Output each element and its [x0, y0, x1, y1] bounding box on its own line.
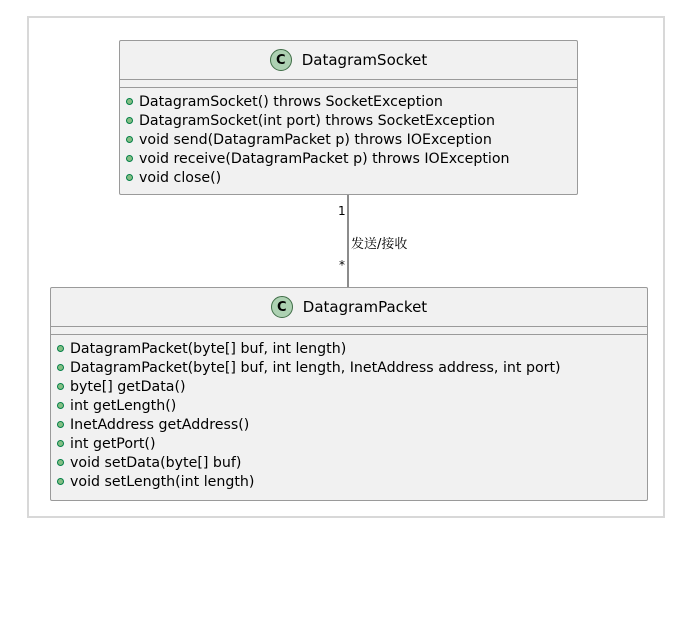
method-list — [51, 335, 647, 495]
method-item: DatagramSocket() throws SocketException — [126, 92, 577, 111]
method-item: byte[] getData() — [57, 377, 647, 396]
attribute-separator — [120, 79, 577, 80]
public-method-icon — [57, 478, 64, 485]
method-item: void receive(DatagramPacket p) throws IOException — [126, 149, 577, 168]
method-item: void setData(byte[] buf) — [57, 453, 647, 472]
method-item: DatagramPacket(byte[] buf, int length, InetAddress address, int port) — [57, 358, 647, 377]
public-method-icon — [126, 136, 133, 143]
attribute-separator — [51, 326, 647, 327]
public-method-icon — [57, 364, 64, 371]
method-item: InetAddress getAddress() — [57, 415, 647, 434]
public-method-icon — [57, 402, 64, 409]
class-datagram-socket — [119, 40, 578, 195]
public-method-icon — [57, 383, 64, 390]
source-multiplicity: 1 — [338, 204, 346, 218]
class-name: DatagramPacket — [302, 298, 428, 316]
public-method-icon — [126, 98, 133, 105]
method-list — [120, 88, 577, 191]
method-item: DatagramSocket(int port) throws SocketException — [126, 111, 577, 130]
class-datagram-packet — [50, 287, 648, 501]
class-name: DatagramSocket — [301, 51, 428, 69]
method-item: void setLength(int length) — [57, 472, 647, 491]
public-method-icon — [57, 459, 64, 466]
public-method-icon — [126, 117, 133, 124]
method-item: int getLength() — [57, 396, 647, 415]
method-item: void send(DatagramPacket p) throws IOException — [126, 130, 577, 149]
method-item: DatagramPacket(byte[] buf, int length) — [57, 339, 647, 358]
method-item: int getPort() — [57, 434, 647, 453]
public-method-icon — [57, 345, 64, 352]
public-method-icon — [57, 440, 64, 447]
class-c-icon: C — [270, 49, 292, 71]
class-header — [51, 288, 647, 326]
target-multiplicity: * — [339, 258, 345, 272]
class-header — [120, 41, 577, 79]
class-c-icon: C — [271, 296, 293, 318]
public-method-icon — [126, 174, 133, 181]
public-method-icon — [126, 155, 133, 162]
method-item: void close() — [126, 168, 577, 187]
public-method-icon — [57, 421, 64, 428]
association-label: 发送/接收 — [351, 237, 408, 252]
